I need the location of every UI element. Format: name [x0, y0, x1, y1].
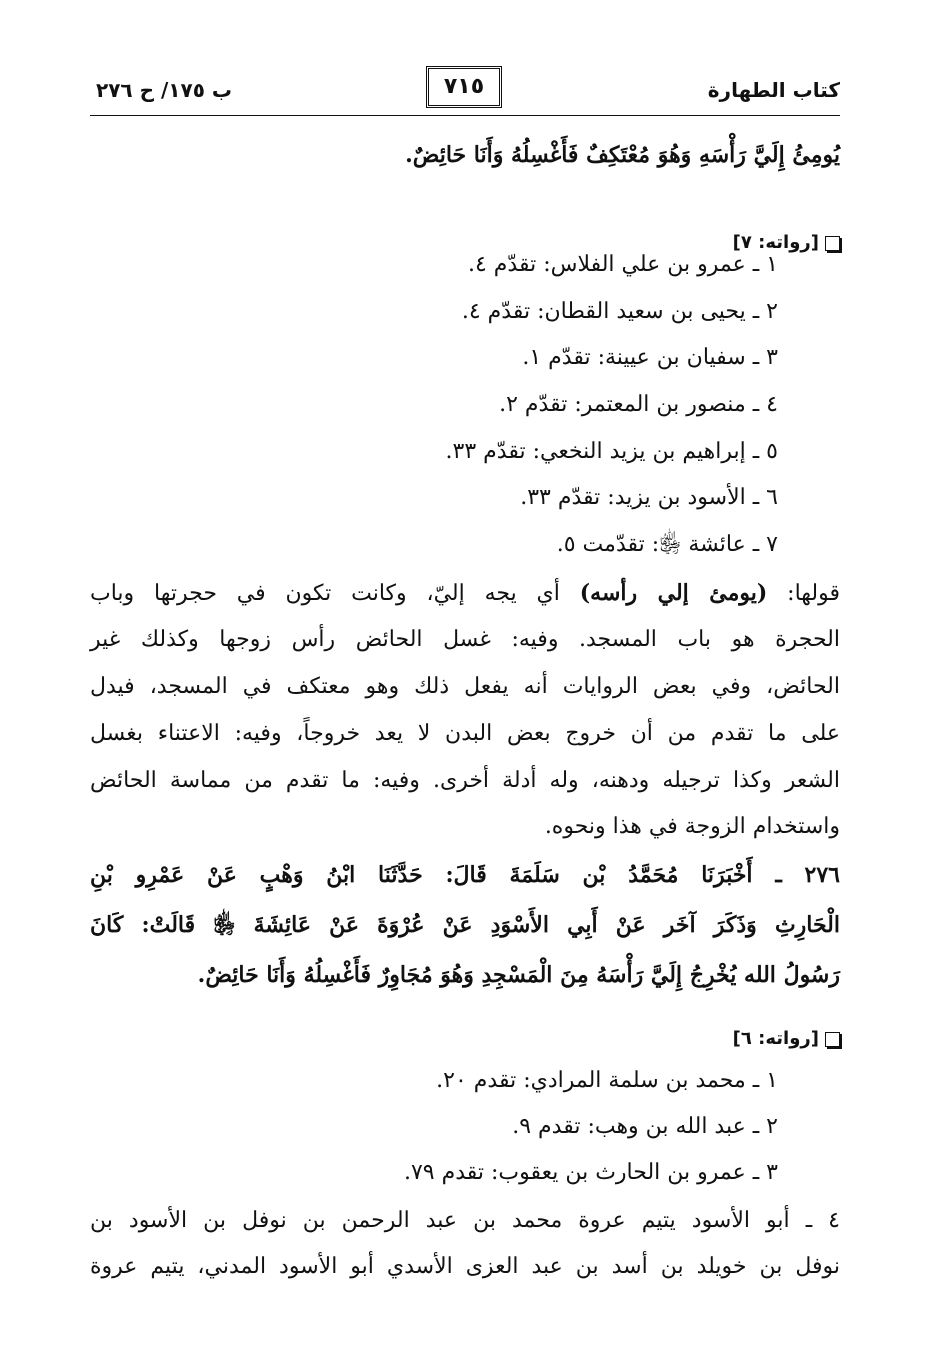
- narrator-item: ٦ ـ الأسود بن يزيد: تقدّم ٣٣.: [520, 485, 778, 510]
- square-box-icon: [825, 1032, 840, 1047]
- commentary-line: على ما تقدم من أن خروج بعض البدن لا يعد خروجاً، وفيه: الاعتناء بغسل: [90, 721, 840, 746]
- narrator-item: ١ ـ محمد بن سلمة المرادي: تقدم ٢٠.: [436, 1068, 778, 1093]
- hadith-reference: ب ١٧٥/ ح ٢٧٦: [96, 78, 232, 102]
- square-box-icon: [825, 236, 840, 251]
- narrator-item-4-line: ٤ ـ أبو الأسود يتيم عروة محمد بن عبد الرحمن بن نوفل بن الأسود بن: [90, 1208, 840, 1233]
- narrator-item: ٣ ـ عمرو بن الحارث بن يعقوب: تقدم ٧٩.: [403, 1160, 778, 1185]
- narrator-item: ٧ ـ عائشة ﵂: تقدّمت ٥.: [556, 532, 778, 557]
- narrator-item: ٢ ـ عبد الله بن وهب: تقدم ٩.: [512, 1114, 778, 1139]
- commentary-line1-rest: أي يجه إليّ، وكانت تكون في حجرتها وباب: [90, 581, 580, 606]
- opening-hadith-line: يُومِئُ إِلَيَّ رَأْسَهِ وَهُوَ مُعْتَكِفٌ فَأَغْسِلُهُ وَأَنَا حَائِضٌ.: [405, 142, 840, 168]
- page-number: ٧١٥: [426, 66, 502, 108]
- book-title: كتاب الطهارة: [707, 78, 840, 102]
- commentary-line: الشعر وكذا ترجيله ودهنه، وله أدلة أخرى. وفيه: ما تقدم من مماسة الحائض: [90, 768, 840, 793]
- commentary-line: [90, 578, 840, 609]
- hadith-276-line: ٢٧٦ ـ أَخْبَرَنَا مُحَمَّدُ بْن سَلَمَةَ قَالَ: حَدَّثَنَا ابْنُ وَهْبٍ عَنْ عَمْرِو بْنِ: [90, 862, 840, 888]
- narrators-heading-2-label: [رواته: ٦]: [732, 1028, 819, 1049]
- narrator-item: ١ ـ عمرو بن علي الفلاس: تقدّم ٤.: [467, 252, 778, 277]
- commentary-quote: (يومئ إلي رأسه): [579, 580, 768, 606]
- hadith-276-line: رَسُولُ الله يُخْرِجُ إِلَيَّ رَأْسَهُ مِنَ الْمَسْجِدِ وَهُوَ مُجَاوِرٌ فَأَغْسِلُهُ وَأَنَا حَائِضٌ.: [197, 962, 840, 988]
- narrator-item: ٣ ـ سفيان بن عيينة: تقدّم ١.: [522, 345, 778, 370]
- page: [90, 0, 840, 1359]
- narrator-item: ٥ ـ إبراهيم بن يزيد النخعي: تقدّم ٣٣.: [445, 439, 778, 464]
- commentary-prefix: قولها:: [767, 581, 841, 606]
- header-divider: [90, 115, 840, 116]
- commentary-line: الحجرة هو باب المسجد. وفيه: غسل الحائض رأس زوجها وكذلك غير: [90, 627, 840, 652]
- narrators-heading-1-label: [رواته: ٧]: [732, 232, 819, 253]
- narrator-item-4-line: نوفل بن خويلد بن أسد بن عبد العزى الأسدي أبو الأسود المدني، يتيم عروة: [90, 1254, 840, 1279]
- commentary-line: واستخدام الزوجة في هذا ونحوه.: [544, 814, 840, 839]
- commentary-line: الحائض، وفي بعض الروايات أنه يفعل ذلك وهو معتكف في المسجد، فيدل: [90, 674, 840, 699]
- hadith-276-line: الْحَارِثِ وَذَكَرَ آخَر عَنْ أَبِي الأَسْوَدِ عَنْ عُرْوَةَ عَنْ عَائِشَةَ ﵂ قَالَتْ: كَانَ: [90, 912, 840, 938]
- narrators-heading-2: [733, 1026, 840, 1052]
- narrator-item: ٢ ـ يحيى بن سعيد القطان: تقدّم ٤.: [461, 299, 778, 324]
- page-header: [90, 62, 840, 120]
- narrator-item: ٤ ـ منصور بن المعتمر: تقدّم ٢.: [499, 392, 778, 417]
